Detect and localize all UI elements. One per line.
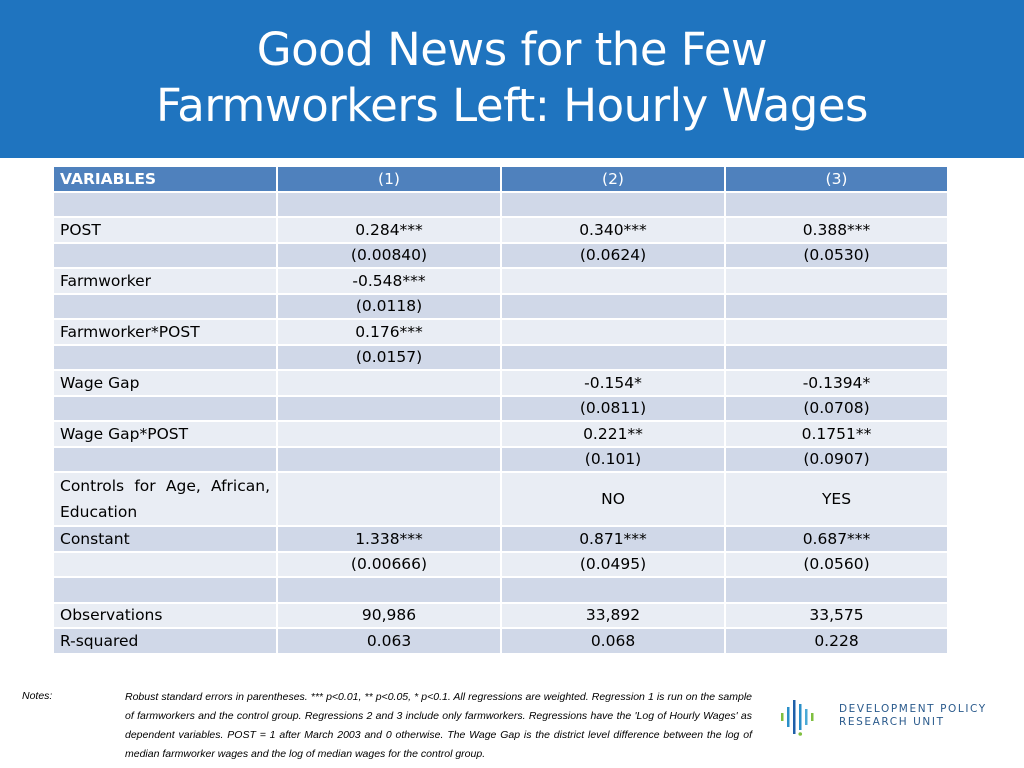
header-col-2: (2) (501, 166, 725, 192)
cell-col-3: (0.0907) (725, 447, 948, 473)
cell-col-2: (0.0495) (501, 552, 725, 578)
table-row (53, 577, 948, 603)
table-row (53, 472, 948, 526)
row-label (53, 552, 277, 578)
cell-col-3: 0.388*** (725, 217, 948, 243)
table-row (53, 345, 948, 371)
header-col-3: (3) (725, 166, 948, 192)
cell-col-1: 0.284*** (277, 217, 501, 243)
table-row (53, 268, 948, 294)
cell-col-1 (277, 447, 501, 473)
row-label: Observations (53, 603, 277, 629)
slide-title-line-1: Good News for the Few (256, 23, 768, 76)
cell-col-3: (0.0708) (725, 396, 948, 422)
row-label: Wage Gap (53, 370, 277, 396)
cell-col-2 (501, 319, 725, 345)
cell-col-2: 33,892 (501, 603, 725, 629)
logo-line-2: RESEARCH UNIT (839, 716, 945, 728)
cell-col-2: 0.221** (501, 421, 725, 447)
table-row (53, 217, 948, 243)
cell-col-2 (501, 192, 725, 218)
cell-col-2: 0.340*** (501, 217, 725, 243)
table-row (53, 192, 948, 218)
table-row (53, 319, 948, 345)
cell-col-2: 0.871*** (501, 526, 725, 552)
header-variables: VARIABLES (53, 166, 277, 192)
row-label: POST (53, 217, 277, 243)
row-label (53, 447, 277, 473)
table-row (53, 552, 948, 578)
cell-col-2: (0.0811) (501, 396, 725, 422)
notes-text: Robust standard errors in parentheses. *** p<0.01, ** p<0.05, * p<0.1. All regressions are weighted. Regression 1 is run on the sample of farmworkers and the control group. Regressions 2 and 3 include only farmworkers. Regressions have the 'Log of Hourly Wages' as dependent variables. POST = 1 after March 2003 and 0 otherwise. The Wage Gap is the district level difference between the log of median farmworker wages and the log of median wages for the control group. (125, 691, 752, 760)
row-label (53, 294, 277, 320)
header-col-1: (1) (277, 166, 501, 192)
regression-table (52, 165, 949, 655)
cell-col-1: 90,986 (277, 603, 501, 629)
dpru-logo-text (839, 703, 987, 729)
row-label: Constant (53, 526, 277, 552)
row-label (53, 345, 277, 371)
cell-col-3: (0.0560) (725, 552, 948, 578)
cell-col-2 (501, 577, 725, 603)
cell-col-3: 33,575 (725, 603, 948, 629)
cell-col-2: -0.154* (501, 370, 725, 396)
cell-col-1: 0.176*** (277, 319, 501, 345)
cell-col-1: 1.338*** (277, 526, 501, 552)
cell-col-3 (725, 319, 948, 345)
table-row (53, 447, 948, 473)
cell-col-3: YES (725, 472, 948, 526)
cell-col-2: (0.0624) (501, 243, 725, 269)
cell-col-3: -0.1394* (725, 370, 948, 396)
cell-col-1 (277, 472, 501, 526)
cell-col-3 (725, 268, 948, 294)
cell-col-2: NO (501, 472, 725, 526)
table-row (53, 294, 948, 320)
cell-col-2: 0.068 (501, 628, 725, 654)
cell-col-3 (725, 192, 948, 218)
cell-col-1: -0.548*** (277, 268, 501, 294)
row-label: Wage Gap*POST (53, 421, 277, 447)
row-label: R-squared (53, 628, 277, 654)
cell-col-3: 0.1751** (725, 421, 948, 447)
cell-col-3 (725, 345, 948, 371)
table-row (53, 421, 948, 447)
logo-line-1: DEVELOPMENT POLICY (839, 703, 987, 715)
cell-col-1 (277, 370, 501, 396)
cell-col-3: 0.687*** (725, 526, 948, 552)
cell-col-3: (0.0530) (725, 243, 948, 269)
slide-title (0, 22, 1024, 134)
cell-col-3: 0.228 (725, 628, 948, 654)
cell-col-1: (0.0118) (277, 294, 501, 320)
table-row (53, 628, 948, 654)
dpru-logo-mark-icon (777, 696, 833, 738)
cell-col-1: (0.00840) (277, 243, 501, 269)
notes-label: Notes: (22, 690, 53, 702)
cell-col-1 (277, 396, 501, 422)
row-label: Farmworker (53, 268, 277, 294)
cell-col-1: 0.063 (277, 628, 501, 654)
table-row (53, 526, 948, 552)
cell-col-2: (0.101) (501, 447, 725, 473)
cell-col-2 (501, 345, 725, 371)
cell-col-2 (501, 294, 725, 320)
dpru-logo (765, 686, 987, 748)
row-label (53, 577, 277, 603)
cell-col-1 (277, 192, 501, 218)
cell-col-1 (277, 421, 501, 447)
cell-col-1 (277, 577, 501, 603)
cell-col-1: (0.0157) (277, 345, 501, 371)
cell-col-1: (0.00666) (277, 552, 501, 578)
row-label (53, 396, 277, 422)
cell-col-2 (501, 268, 725, 294)
slide-title-line-2: Farmworkers Left: Hourly Wages (156, 79, 868, 132)
cell-col-3 (725, 294, 948, 320)
row-label (53, 243, 277, 269)
row-label: Farmworker*POST (53, 319, 277, 345)
row-label (53, 192, 277, 218)
table-row (53, 396, 948, 422)
cell-col-3 (725, 577, 948, 603)
table-row (53, 603, 948, 629)
row-label: Controls for Age, African, Education (53, 472, 277, 526)
table-header-row (53, 166, 948, 192)
table-row (53, 243, 948, 269)
table-row (53, 370, 948, 396)
